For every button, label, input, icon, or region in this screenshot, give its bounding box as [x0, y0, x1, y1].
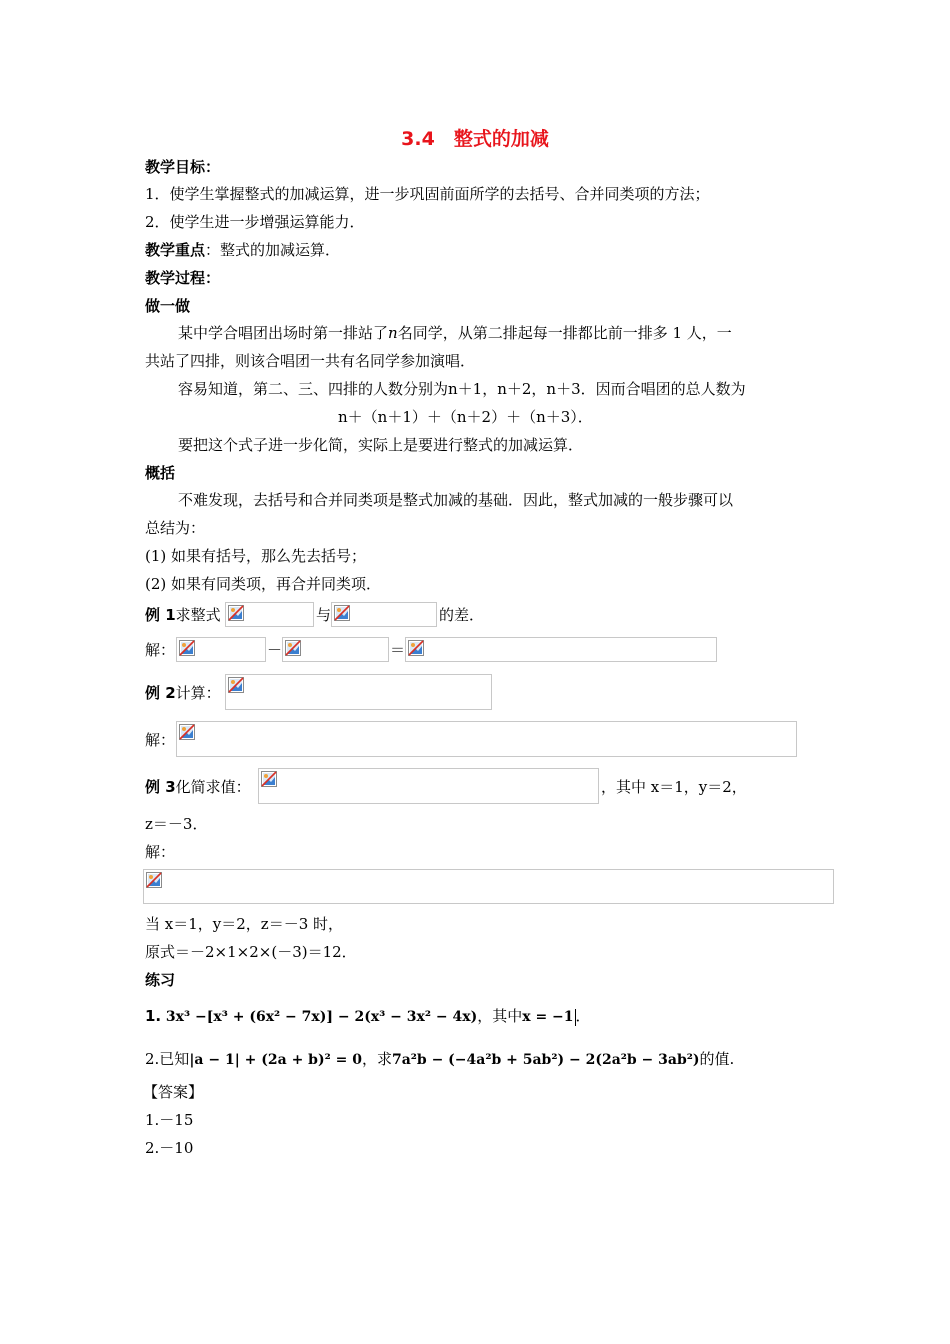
- practice-2: [145, 1049, 734, 1070]
- example-1-text-a: 求整式: [175, 606, 221, 624]
- practice-1-number: 1.: [145, 1007, 162, 1025]
- practice-2-condition: |a − 1| + (2a + b)² = 0: [189, 1052, 362, 1068]
- practice-heading: 练习: [145, 971, 176, 989]
- answer-1: 1.－15: [145, 1111, 194, 1129]
- broken-image-icon: [228, 605, 244, 621]
- summary-paragraph-cont: 总结为：: [145, 519, 206, 537]
- practice-1: [145, 1006, 591, 1027]
- broken-image-icon: [179, 640, 195, 656]
- example-1: [145, 605, 221, 625]
- formula-image: [176, 721, 797, 757]
- broken-image-icon: [228, 677, 244, 693]
- do-paragraph-1-cont: 共站了四排，则该合唱团一共有名同学参加演唱．: [145, 352, 476, 370]
- answer-heading: 【答案】: [143, 1083, 204, 1101]
- practice-2-text-a: 2.已知: [145, 1050, 190, 1068]
- minus-sign: －: [267, 641, 283, 659]
- solution-1-label: 解：: [145, 641, 176, 659]
- practice-2-text-c: 的值.: [699, 1050, 735, 1068]
- do-heading: 做一做: [145, 297, 191, 315]
- answer-2: 2.－10: [145, 1139, 194, 1157]
- goal-1: 1．使学生掌握整式的加减运算，进一步巩固前面所学的去括号、合并同类项的方法；: [145, 185, 710, 203]
- practice-2-expression: 7a²b − (−4a²b + 5ab²) − 2(2a²b − 3ab²): [391, 1052, 700, 1068]
- practice-1-condition: x = −1: [522, 1009, 574, 1025]
- practice-2-text-b: ，求: [361, 1050, 392, 1068]
- formula-image: [405, 637, 717, 662]
- do-formula: n＋（n＋1）＋（n＋2）＋（n＋3）．: [338, 408, 593, 426]
- key-text: ：整式的加减运算．: [205, 241, 341, 259]
- step-1: (1) 如果有括号，那么先去括号；: [145, 547, 367, 565]
- do-paragraph-2: 容易知道，第二、三、四排的人数分别为n＋1，n＋2，n＋3．因而合唱团的总人数为: [178, 380, 746, 398]
- example-3-when: 当 x＝1，y＝2，z＝－3 时，: [145, 915, 344, 933]
- example-1-label: 例 1: [145, 606, 176, 624]
- formula-image: [258, 768, 599, 804]
- example-3-result: 原式＝－2×1×2×(－3)＝12．: [145, 943, 357, 961]
- step-2: (2) 如果有同类项，再合并同类项．: [145, 575, 382, 593]
- broken-image-icon: [261, 771, 277, 787]
- formula-image: [282, 637, 389, 662]
- do-p1-text-a: 某中学合唱团出场时第一排站了: [178, 324, 389, 342]
- example-1-end: 的差．: [439, 606, 485, 624]
- broken-image-icon: [179, 724, 195, 740]
- practice-1-expression: 3x³ −[x³ + (6x² − 7x)] − 2(x³ − 3x² − 4x): [165, 1009, 478, 1025]
- formula-image: [225, 602, 314, 627]
- practice-1-end: ．: [575, 1007, 591, 1025]
- practice-1-text: ，其中: [477, 1007, 523, 1025]
- formula-image: [331, 602, 437, 627]
- page-title: 3.4 整式的加减: [401, 128, 549, 150]
- example-2: [145, 683, 221, 703]
- example-1-and: 与: [316, 606, 332, 624]
- example-2-label: 例 2: [145, 684, 176, 702]
- formula-image: [225, 674, 492, 710]
- example-3-condition: ，其中 x＝1，y＝2，: [601, 778, 747, 796]
- formula-image: [143, 869, 834, 904]
- formula-image: [176, 637, 266, 662]
- key-label: 教学重点: [145, 241, 206, 259]
- example-3-condition-cont: z＝－3．: [145, 815, 208, 833]
- solution-2-label: 解：: [145, 731, 176, 749]
- summary-paragraph: 不难发现，去括号和合并同类项是整式加减的基础．因此，整式加减的一般步骤可以: [178, 491, 734, 509]
- broken-image-icon: [408, 640, 424, 656]
- summary-heading: 概括: [145, 464, 176, 482]
- do-paragraph-1: [178, 323, 732, 343]
- example-3: [145, 777, 251, 797]
- example-3-label: 例 3: [145, 778, 176, 796]
- do-p1-variable: n: [388, 324, 398, 342]
- solution-3-label: 解：: [145, 843, 176, 861]
- example-3-text: 化简求值：: [175, 778, 251, 796]
- do-p1-text-b: 名同学，从第二排起每一排都比前一排多 1 人，一: [397, 324, 732, 342]
- do-paragraph-3: 要把这个式子进一步化简，实际上是要进行整式的加减运算．: [178, 436, 584, 454]
- broken-image-icon: [285, 640, 301, 656]
- goal-heading: 教学目标：: [145, 158, 221, 176]
- broken-image-icon: [334, 605, 350, 621]
- goal-2: 2．使学生进一步增强运算能力．: [145, 213, 365, 231]
- example-2-text: 计算：: [175, 684, 221, 702]
- process-heading: 教学过程：: [145, 269, 221, 287]
- key-point: [145, 240, 340, 260]
- equals-sign: ＝: [390, 641, 406, 659]
- broken-image-icon: [146, 872, 162, 888]
